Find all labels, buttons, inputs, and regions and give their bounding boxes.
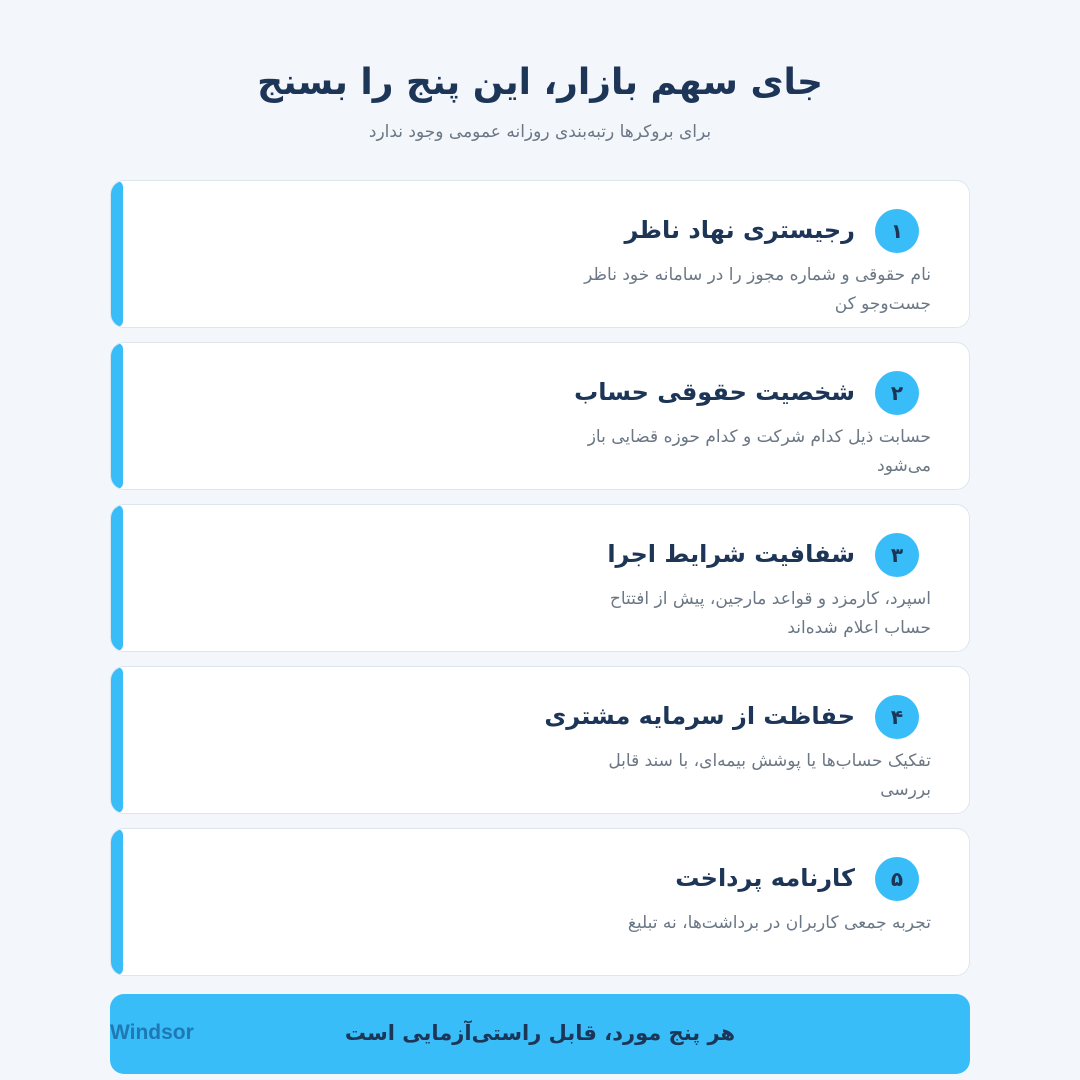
number-badge: ۵ <box>875 857 919 901</box>
watermark-logo: Windsor <box>110 1021 194 1044</box>
card-accent-bar <box>111 667 123 813</box>
card-description: اسپرد، کارمزد و قواعد مارجین، پیش از افتتاح حساب اعلام شده‌اند <box>609 589 931 638</box>
checklist-card-3 <box>110 504 970 652</box>
card-description: نام حقوقی و شماره مجوز را در سامانه خود ناظر جست‌وجو کن <box>584 265 931 314</box>
number-badge: ۲ <box>875 371 919 415</box>
page-subtitle: برای بروکرها رتبه‌بندی روزانه عمومی وجود ندارد <box>368 122 712 142</box>
number-badge: ۴ <box>875 695 919 739</box>
card-description: حسابت ذیل کدام شرکت و کدام حوزه قضایی باز می‌شود <box>587 427 931 476</box>
card-title: رجیستری نهاد ناظر <box>624 216 855 244</box>
footer-banner <box>110 994 970 1074</box>
card-accent-bar <box>111 505 123 651</box>
card-title: کارنامه پرداخت <box>675 864 855 892</box>
footer-text: هر پنج مورد، قابل راستی‌آزمایی است <box>344 1021 736 1045</box>
card-title: شخصیت حقوقی حساب <box>574 378 855 406</box>
card-description: تفکیک حساب‌ها یا پوشش بیمه‌ای، با سند قابل بررسی <box>608 751 931 800</box>
page-title: جای سهم بازار، این پنج را بسنج <box>257 62 823 103</box>
checklist-card-1 <box>110 180 970 328</box>
card-accent-bar <box>111 829 123 975</box>
checklist-card-4 <box>110 666 970 814</box>
checklist-card-2 <box>110 342 970 490</box>
card-title: شفافیت شرایط اجرا <box>607 540 855 568</box>
number-badge: ۳ <box>875 533 919 577</box>
card-accent-bar <box>111 343 123 489</box>
card-title: حفاظت از سرمایه مشتری <box>544 702 855 730</box>
card-accent-bar <box>111 181 123 327</box>
number-badge: ۱ <box>875 209 919 253</box>
checklist-card-5 <box>110 828 970 976</box>
card-description: تجربه جمعی کاربران در برداشت‌ها، نه تبلیغ <box>627 913 931 933</box>
